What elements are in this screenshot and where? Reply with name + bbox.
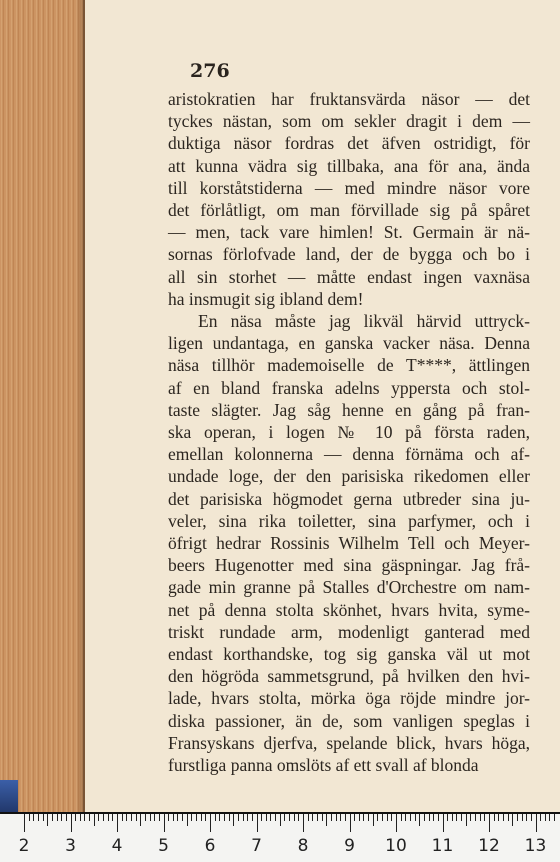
ruler-tick bbox=[284, 814, 285, 821]
ruler-tick bbox=[526, 814, 527, 821]
ruler-tick bbox=[196, 814, 197, 821]
ruler-tick bbox=[94, 814, 95, 826]
ruler-tick bbox=[150, 814, 151, 821]
ruler-label: 4 bbox=[111, 836, 123, 856]
text-line: näsa tillhör mademoiselle de T****, ättlingen bbox=[168, 355, 530, 376]
text-line: net på denna stolta skönhet, hvars hvita, syme- bbox=[168, 599, 530, 620]
ruler-tick bbox=[336, 814, 337, 821]
ruler-tick bbox=[303, 814, 304, 832]
ruler-tick bbox=[247, 814, 248, 821]
ruler-tick bbox=[257, 814, 258, 832]
ruler-tick bbox=[159, 814, 160, 821]
text-line: öfrigt hedrar Rossinis Wilhelm Tell och Meyer- bbox=[168, 533, 530, 554]
ruler-tick bbox=[145, 814, 146, 821]
ruler-label: 3 bbox=[65, 836, 76, 856]
text-line: det parisiska högmodet gerna utbreder sina ju- bbox=[168, 488, 530, 509]
ruler-tick bbox=[210, 814, 211, 832]
ruler-tick bbox=[84, 814, 85, 821]
ruler-label: 10 bbox=[385, 836, 407, 856]
ruler-tick bbox=[377, 814, 378, 821]
page-spine bbox=[83, 0, 85, 812]
ruler-tick bbox=[419, 814, 420, 826]
ruler-tick bbox=[154, 814, 155, 821]
text-line: emellan kolonnerna — denna förnäma och af- bbox=[168, 444, 530, 465]
ruler-tick bbox=[66, 814, 67, 821]
text-line: till korståtstiderna — med mindre näsor vore bbox=[168, 177, 530, 198]
ruler-tick bbox=[396, 814, 397, 832]
text-line: ha insmugit sig ibland dem! bbox=[168, 288, 364, 309]
text-line: duktiga näsor fordras det äfven ostridigt, för bbox=[168, 133, 530, 154]
ruler-tick bbox=[57, 814, 58, 821]
ruler-tick bbox=[401, 814, 402, 821]
text-line: triskt rundade arm, modenligt ganterad med bbox=[168, 621, 530, 642]
ruler-label: 13 bbox=[524, 836, 547, 856]
text-line: ligen undantaga, en ganska vacker näsa. Denna bbox=[168, 333, 530, 354]
ruler-tick bbox=[61, 814, 62, 821]
ruler-tick bbox=[536, 814, 537, 832]
ruler-tick bbox=[266, 814, 267, 821]
text-line: ska operan, i logen № 10 på första raden, bbox=[168, 422, 530, 443]
ruler-tick bbox=[382, 814, 383, 821]
ruler-tick bbox=[112, 814, 113, 821]
ruler-tick bbox=[140, 814, 141, 826]
ruler-tick bbox=[331, 814, 332, 821]
ruler-tick bbox=[359, 814, 360, 821]
ruler-tick bbox=[466, 814, 467, 826]
ruler-label: 11 bbox=[431, 836, 454, 856]
text-line: Fransyskans djerfva, spelande blick, hvars höga, bbox=[168, 732, 530, 753]
ruler-tick bbox=[498, 814, 499, 821]
ruler-tick bbox=[215, 814, 216, 821]
ruler-tick bbox=[47, 814, 48, 826]
ruler-tick bbox=[429, 814, 430, 821]
ruler-tick bbox=[33, 814, 34, 821]
ruler-tick bbox=[29, 814, 30, 821]
ruler-tick bbox=[405, 814, 406, 821]
ruler-tick bbox=[443, 814, 444, 832]
ruler-tick bbox=[461, 814, 462, 821]
ruler-tick bbox=[103, 814, 104, 821]
ruler-label: 8 bbox=[297, 836, 309, 856]
ruler-tick bbox=[391, 814, 392, 821]
ruler-tick bbox=[275, 814, 276, 821]
text-line: furstliga panna omslöts af ett svall af blonda bbox=[168, 755, 479, 776]
ruler-tick bbox=[368, 814, 369, 821]
ruler-tick bbox=[508, 814, 509, 821]
text-line: — men, tack vare himlen! St. Germain är nä- bbox=[168, 222, 530, 243]
page-number: 276 bbox=[190, 60, 230, 82]
ruler-tick bbox=[294, 814, 295, 821]
ruler-tick bbox=[71, 814, 72, 832]
ruler-label: 2 bbox=[18, 836, 30, 856]
ruler-tick bbox=[480, 814, 481, 821]
ruler-tick bbox=[484, 814, 485, 821]
ruler-tick bbox=[126, 814, 127, 821]
ruler-tick bbox=[549, 814, 550, 821]
ruler-tick bbox=[424, 814, 425, 821]
ruler-tick bbox=[201, 814, 202, 821]
ruler-tick bbox=[475, 814, 476, 821]
ruler-tick bbox=[438, 814, 439, 821]
ruler-tick bbox=[182, 814, 183, 821]
ruler-tick bbox=[229, 814, 230, 821]
ruler-tick bbox=[136, 814, 137, 821]
ruler-tick bbox=[312, 814, 313, 821]
ruler-tick bbox=[540, 814, 541, 821]
ruler-tick bbox=[517, 814, 518, 821]
book-page-edges bbox=[0, 0, 84, 812]
text-line: beers Hugenotter med sina gäspningar. Jag frå- bbox=[168, 555, 530, 576]
text-line: det förlåtligt, om man förvillade sig på spåret bbox=[168, 200, 530, 221]
ruler-tick bbox=[38, 814, 39, 821]
ruler-tick bbox=[545, 814, 546, 821]
ruler-tick bbox=[219, 814, 220, 821]
text-line: undade loge, der den parisiska rikedomen eller bbox=[168, 466, 530, 487]
ruler-tick bbox=[415, 814, 416, 821]
ruler-tick bbox=[238, 814, 239, 821]
text-line: tyckes nästan, som om sekler dragit i dem — bbox=[168, 111, 530, 132]
ruler-tick bbox=[512, 814, 513, 826]
bookmark-ribbon bbox=[0, 780, 18, 812]
ruler-tick bbox=[298, 814, 299, 821]
ruler-tick bbox=[261, 814, 262, 821]
ruler-tick bbox=[452, 814, 453, 821]
ruler-tick bbox=[224, 814, 225, 821]
measuring-ruler bbox=[0, 812, 560, 862]
text-line: En näsa måste jag likväl härvid uttryck- bbox=[198, 311, 530, 332]
ruler-tick bbox=[340, 814, 341, 821]
text-line: all sin storhet — måtte endast ingen vaxnäsa bbox=[168, 266, 530, 287]
ruler-tick bbox=[43, 814, 44, 821]
text-line: taste slägter. Jag såg henne en gång på fran- bbox=[168, 399, 530, 420]
ruler-tick bbox=[177, 814, 178, 821]
ruler-tick bbox=[173, 814, 174, 821]
ruler-tick bbox=[470, 814, 471, 821]
ruler-tick bbox=[447, 814, 448, 821]
ruler-tick bbox=[531, 814, 532, 821]
text-line: lade, hvars stolta, mörka öga röjde mindre jor- bbox=[168, 688, 530, 709]
ruler-tick bbox=[75, 814, 76, 821]
ruler-tick bbox=[98, 814, 99, 821]
ruler-tick bbox=[373, 814, 374, 826]
ruler-tick bbox=[308, 814, 309, 821]
ruler-tick bbox=[410, 814, 411, 821]
ruler-label: 5 bbox=[158, 836, 169, 856]
ruler-tick bbox=[191, 814, 192, 821]
ruler-tick bbox=[89, 814, 90, 821]
text-line: aristokratien har fruktansvärda näsor — det bbox=[168, 89, 530, 109]
text-line: sornas förlofvade land, der de bygga och bo i bbox=[168, 244, 530, 265]
ruler-label: 6 bbox=[204, 836, 216, 856]
ruler-tick bbox=[187, 814, 188, 826]
ruler-tick bbox=[433, 814, 434, 821]
text-line: att kunna vädra sig tillbaka, ana för ana, ända bbox=[168, 155, 530, 176]
ruler-tick bbox=[317, 814, 318, 821]
ruler-tick bbox=[289, 814, 290, 821]
ruler-tick bbox=[326, 814, 327, 826]
ruler-tick bbox=[243, 814, 244, 821]
ruler-tick bbox=[387, 814, 388, 821]
ruler-tick bbox=[270, 814, 271, 821]
ruler-label: 7 bbox=[251, 836, 262, 856]
ruler-tick bbox=[522, 814, 523, 821]
ruler-tick bbox=[164, 814, 165, 832]
ruler-tick bbox=[345, 814, 346, 821]
ruler-tick bbox=[489, 814, 490, 832]
ruler-tick bbox=[24, 814, 25, 832]
ruler-tick bbox=[350, 814, 351, 832]
ruler-tick bbox=[52, 814, 53, 821]
ruler-tick bbox=[168, 814, 169, 821]
ruler-label: 12 bbox=[478, 836, 500, 856]
text-line: diska passioner, än de, som vanligen speglas i bbox=[168, 710, 530, 731]
ruler-tick bbox=[280, 814, 281, 826]
ruler-tick bbox=[363, 814, 364, 821]
page-text bbox=[168, 88, 530, 776]
ruler-tick bbox=[322, 814, 323, 821]
text-line: endast korthandske, tog sig ganska väl ut mot bbox=[168, 644, 530, 665]
ruler-tick bbox=[456, 814, 457, 821]
ruler-label: 9 bbox=[344, 836, 355, 856]
ruler-tick bbox=[252, 814, 253, 821]
ruler-tick bbox=[205, 814, 206, 821]
text-line: den högröda sammetsgrund, på hvilken den hvi- bbox=[168, 666, 530, 687]
ruler-tick bbox=[122, 814, 123, 821]
ruler-tick bbox=[554, 814, 555, 821]
text-line: af en bland franska adelns yppersta och stol- bbox=[168, 377, 530, 398]
ruler-tick bbox=[354, 814, 355, 821]
ruler-tick bbox=[108, 814, 109, 821]
text-line: veler, sina rika toiletter, sina parfymer, och i bbox=[168, 510, 530, 531]
ruler-tick bbox=[117, 814, 118, 832]
ruler-tick bbox=[80, 814, 81, 821]
ruler-tick bbox=[494, 814, 495, 821]
ruler-tick bbox=[131, 814, 132, 821]
text-line: gade min granne på Stalles d'Orchestre om nam- bbox=[168, 577, 530, 598]
ruler-tick bbox=[233, 814, 234, 826]
ruler-tick bbox=[503, 814, 504, 821]
